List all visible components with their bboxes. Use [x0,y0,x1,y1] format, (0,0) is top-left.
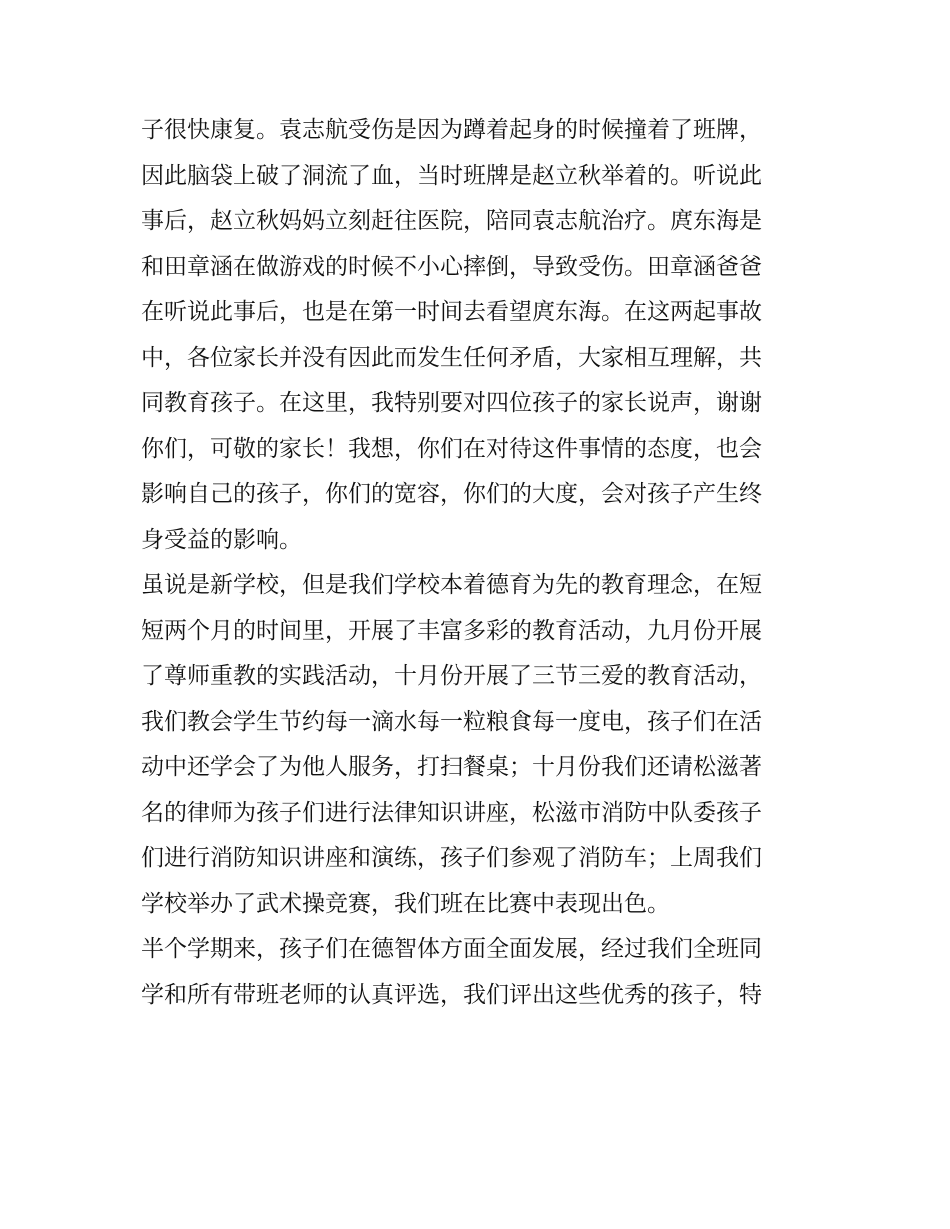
text-line: 你们，可敬的家长！我想，你们在对待这件事情的态度，也会 [141,435,762,462]
text-line: 中，各位家长并没有因此而发生任何矛盾，大家相互理解，共 [141,344,762,371]
text-line: 短两个月的时间里，开展了丰富多彩的教育活动，九月份开展 [141,617,762,644]
text-line: 因此脑袋上破了洞流了血，当时班牌是赵立秋举着的。听说此 [141,162,762,189]
body-text [141,108,821,1018]
text-line: 学和所有带班老师的认真评选，我们评出这些优秀的孩子，特 [141,981,762,1008]
text-line: 半个学期来，孩子们在德智体方面全面发展，经过我们全班同 [141,936,762,962]
text-line: 子很快康复。袁志航受伤是因为蹲着起身的时候撞着了班牌， [141,117,762,143]
text-line: 在听说此事后，也是在第一时间去看望庹东海。在这两起事故 [141,299,762,325]
text-line: 影响自己的孩子，你们的宽容，你们的大度，会对孩子产生终 [141,481,762,507]
text-line: 了尊师重教的实践活动，十月份开展了三节三爱的教育活动， [141,663,762,689]
text-line: 动中还学会了为他人服务，打扫餐桌；十月份我们还请松滋著 [141,754,762,780]
text-line: 和田章涵在做游戏的时候不小心摔倒，导致受伤。田章涵爸爸 [141,253,762,280]
text-line: 名的律师为孩子们进行法律知识讲座，松滋市消防中队委孩子 [141,799,762,826]
text-line: 事后，赵立秋妈妈立刻赶往医院，陪同袁志航治疗。庹东海是 [141,208,762,234]
text-line: 们进行消防知识讲座和演练，孩子们参观了消防车；上周我们 [141,845,762,871]
text-line: 身受益的影响。 [141,526,302,553]
text-line: 我们教会学生节约每一滴水每一粒粮食每一度电，孩子们在活 [141,708,762,735]
text-line: 同教育孩子。在这里，我特别要对四位孩子的家长说声，谢谢 [141,390,762,416]
text-line: 学校举办了武术操竞赛，我们班在比赛中表现出色。 [141,890,670,917]
text-line: 虽说是新学校，但是我们学校本着德育为先的教育理念，在短 [141,572,762,598]
